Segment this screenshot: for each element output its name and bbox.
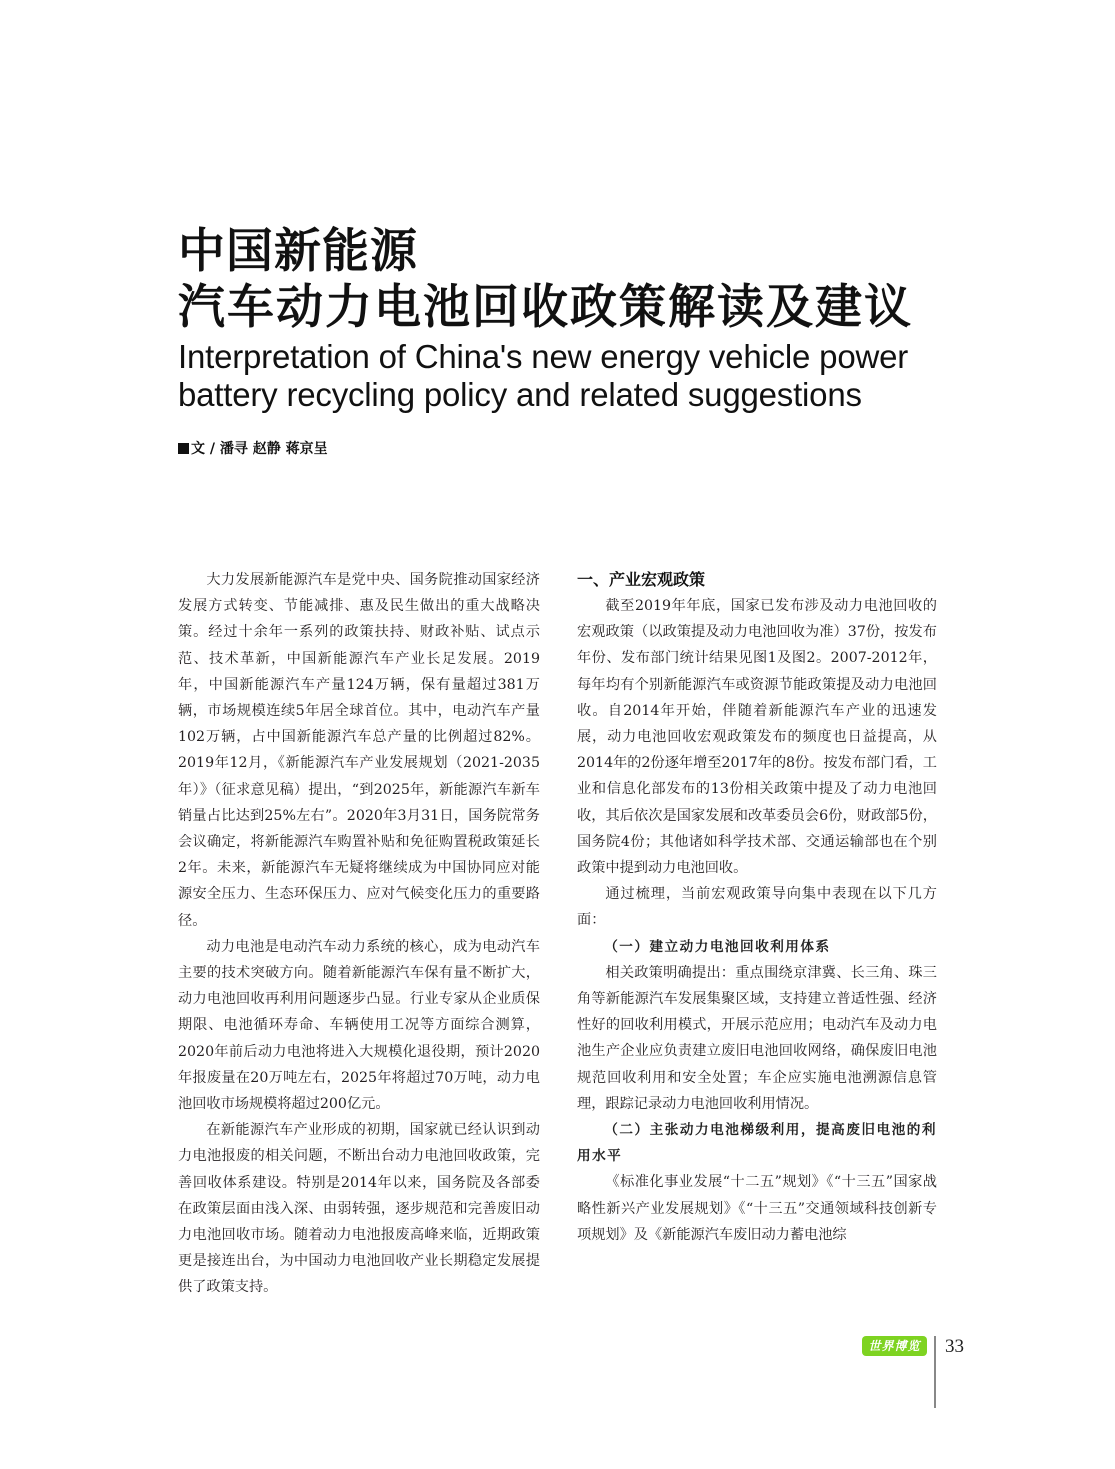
paragraph: 相关政策明确提出：重点围绕京津冀、长三角、珠三角等新能源汽车发展集聚区域，支持建立普适性强、经济性好的回收利用模式，开展示范应用；电动汽车及动力电池生产企业应负责建立废旧电池回收网络，确保废旧电池规范回收利用和安全处置；车企应实施电池溯源信息管理，跟踪记录动力电池回收利用情况。 [577,964,937,1112]
right-column [577,567,937,1248]
paragraph: 通过梳理，当前宏观政策导向集中表现在以下几方面： [577,886,937,929]
paragraph: 《标准化事业发展“十二五”规划》《“十三五”国家战略性新兴产业发展规划》《“十三五”交通领域科技创新专项规划》及《新能源汽车废旧动力蓄电池综 [577,1174,937,1243]
left-column [178,567,540,1301]
byline-authors: 文 / 潘寻 赵静 蒋京呈 [191,441,328,457]
magazine-logo: 世界博览 [862,1336,927,1356]
paragraph: 在新能源汽车产业形成的初期，国家就已经认识到动力电池报废的相关问题，不断出台动力电池回收政策，完善回收体系建设。特别是2014年以来，国务院及各部委在政策层面由浅入深、由弱转强，逐步规范和完善废旧动力电池回收市场。随着动力电池报废高峰来临，近期政策更是接连出台，为中国动力电池回收产业长期稳定发展提供了政策支持。 [178,1122,540,1296]
square-bullet-icon [178,443,189,454]
article-title-cn-line2: 汽车动力电池回收政策解读及建议 [178,280,913,335]
paragraph: 大力发展新能源汽车是党中央、国务院推动国家经济发展方式转变、节能减排、惠及民生做出的重大战略决策。经过十余年一系列的政策扶持、财政补贴、试点示范、技术革新，中国新能源汽车产业长足发展。2019年，中国新能源汽车产量124万辆，保有量超过381万辆，市场规模连续5年居全球首位。其中，电动汽车产量102万辆，占中国新能源汽车总产量的比例超过82%。2019年12月，《新能源汽车产业发展规划（2021-2035年）》（征求意见稿）提出，“到2025年，新能源汽车新车销量占比达到25%左右”。2020年3月31日，国务院常务会议确定，将新能源汽车购置补贴和免征购置税政策延长2年。未来，新能源汽车无疑将继续成为中国协同应对能源安全压力、生态环保压力、应对气候变化压力的重要路径。 [178,572,540,929]
byline [178,438,328,458]
section-heading: 一、产业宏观政策 [577,570,706,589]
paragraph: 截至2019年年底，国家已发布涉及动力电池回收的宏观政策（以政策提及动力电池回收为准）37份，按发布年份、发布部门统计结果见图1及图2。2007-2012年，每年均有个别新能源汽车或资源节能政策提及动力电池回收。自2014年开始，伴随着新能源汽车产业的迅速发展，动力电池回收宏观政策发布的频度也日益提高，从2014年的2份逐年增至2017年的8份。按发布部门看，工业和信息化部发布的13份相关政策中提及了动力电池回收，其后依次是国家发展和改革委员会6份，财政部5份，国务院4份；其他诸如科学技术部、交通运输部也在个别政策中提到动力电池回收。 [577,598,937,877]
article-title-en-line1: Interpretation of China's new energy vehicle power [178,338,909,375]
article-title-en-line2: battery recycling policy and related suggestions [178,376,862,413]
paragraph: 动力电池是电动汽车动力系统的核心，成为电动汽车主要的技术突破方向。随着新能源汽车保有量不断扩大，动力电池回收再利用问题逐步凸显。行业专家从企业质保期限、电池循环寿命、车辆使用工况等方面综合测算，2020年前后动力电池将进入大规模化退役期，预计2020年报废量在20万吨左右，2025年将超过70万吨，动力电池回收市场规模将超过200亿元。 [178,938,540,1113]
footer-divider [934,1336,936,1408]
article-title-cn-line1: 中国新能源 [178,224,418,279]
page-number: 33 [945,1336,964,1357]
subheading: （二）主张动力电池梯级利用，提高废旧电池的利用水平 [577,1122,937,1165]
subheading: （一）建立动力电池回收利用体系 [604,938,831,955]
